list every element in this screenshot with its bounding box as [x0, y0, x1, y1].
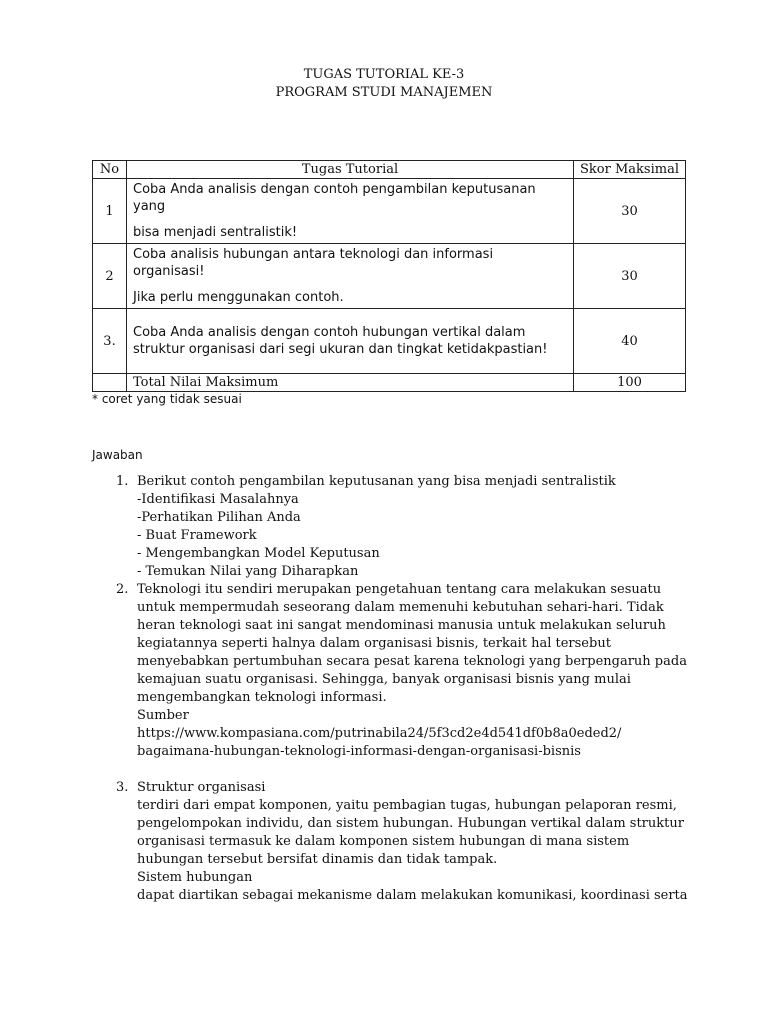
row-score: 30 — [574, 244, 686, 309]
answer-number: 2. — [116, 582, 129, 597]
task-table — [92, 160, 686, 392]
answer-line: hubungan tersebut bersifat dinamis dan tidak tampak. — [137, 852, 498, 867]
source-url-line: https://www.kompasiana.com/putrinabila24/5f3cd2e4d541df0b8a0eded2/ — [137, 726, 622, 741]
task-line: Coba Anda analisis dengan contoh pengambilan keputusanan yang — [133, 182, 536, 214]
answer-line: menyebabkan pertumbuhan secara pesat karena teknologi yang berpengaruh pada — [137, 654, 687, 669]
answer-line: dapat diartikan sebagai mekanisme dalam melakukan komunikasi, koordinasi serta — [137, 888, 688, 903]
task-text — [127, 244, 574, 309]
task-line: Jika perlu menggunakan contoh. — [133, 290, 344, 305]
task-text — [127, 309, 574, 374]
source-url-line: bagaimana-hubungan-teknologi-informasi-dengan-organisasi-bisnis — [137, 744, 581, 759]
row-number: 1 — [93, 179, 127, 244]
document-subtitle: PROGRAM STUDI MANAJEMEN — [275, 85, 493, 100]
answer-line: terdiri dari empat komponen, yaitu pembagian tugas, hubungan pelaporan resmi, — [137, 798, 677, 813]
row-score: 40 — [574, 309, 686, 374]
answer-line: organisasi termasuk ke dalam komponen sistem hubungan di mana sistem — [137, 834, 630, 849]
answers-heading: Jawaban — [92, 448, 143, 462]
total-score: 100 — [574, 374, 686, 392]
answer-number: 1. — [116, 474, 129, 489]
row-number: 3. — [93, 309, 127, 374]
table-row — [93, 244, 686, 309]
answer-line: untuk mempermudah seseorang dalam memenuhi kebutuhan sehari-hari. Tidak — [137, 600, 664, 615]
header-score: Skor Maksimal — [574, 161, 686, 179]
answer-line: Sistem hubungan — [137, 870, 253, 885]
answer-line: Teknologi itu sendiri merupakan pengetahuan tentang cara melakukan sesuatu — [137, 582, 662, 597]
task-text — [127, 179, 574, 244]
answer-line: Berikut contoh pengambilan keputusanan yang bisa menjadi sentralistik — [137, 474, 616, 489]
answer-line: pengelompokan individu, dan sistem hubungan. Hubungan vertikal dalam struktur — [137, 816, 684, 831]
task-line: struktur organisasi dari segi ukuran dan tingkat ketidakpastian! — [133, 342, 548, 357]
table-total-row — [93, 374, 686, 392]
table-header-row — [93, 161, 686, 179]
answer-line: - Mengembangkan Model Keputusan — [137, 546, 380, 561]
row-number: 2 — [93, 244, 127, 309]
answer-line: -Identifikasi Masalahnya — [137, 492, 299, 507]
answer-line: kemajuan suatu organisasi. Sehingga, banyak organisasi bisnis yang mulai — [137, 672, 631, 687]
header-no: No — [93, 161, 127, 179]
task-line: Coba Anda analisis dengan contoh hubungan vertikal dalam — [133, 325, 526, 340]
answer-line: Sumber — [137, 708, 189, 723]
answer-body — [137, 581, 687, 761]
header-task: Tugas Tutorial — [127, 161, 574, 179]
task-line: Coba analisis hubungan antara teknologi dan informasi organisasi! — [133, 247, 494, 279]
answer-body — [137, 473, 657, 581]
answer-line: kegiatannya seperti halnya dalam organisasi bisnis, terkait hal tersebut — [137, 636, 611, 651]
footnote: * coret yang tidak sesuai — [92, 392, 242, 406]
answer-line: mengembangkan teknologi informasi. — [137, 690, 387, 705]
answer-line: Struktur organisasi — [137, 780, 266, 795]
answer-line: - Buat Framework — [137, 528, 257, 543]
table-row — [93, 179, 686, 244]
answer-line: -Perhatikan Pilihan Anda — [137, 510, 301, 525]
answer-line: heran teknologi saat ini sangat mendominasi manusia untuk melakukan seluruh — [137, 618, 666, 633]
answer-line: - Temukan Nilai yang Diharapkan — [137, 564, 359, 579]
answer-body — [137, 779, 688, 905]
answer-number: 3. — [116, 780, 129, 795]
total-label: Total Nilai Maksimum — [127, 374, 574, 392]
document-title: TUGAS TUTORIAL KE-3 — [303, 67, 465, 82]
table-row — [93, 309, 686, 374]
task-line: bisa menjadi sentralistik! — [133, 225, 298, 240]
total-empty-cell — [93, 374, 127, 392]
row-score: 30 — [574, 179, 686, 244]
